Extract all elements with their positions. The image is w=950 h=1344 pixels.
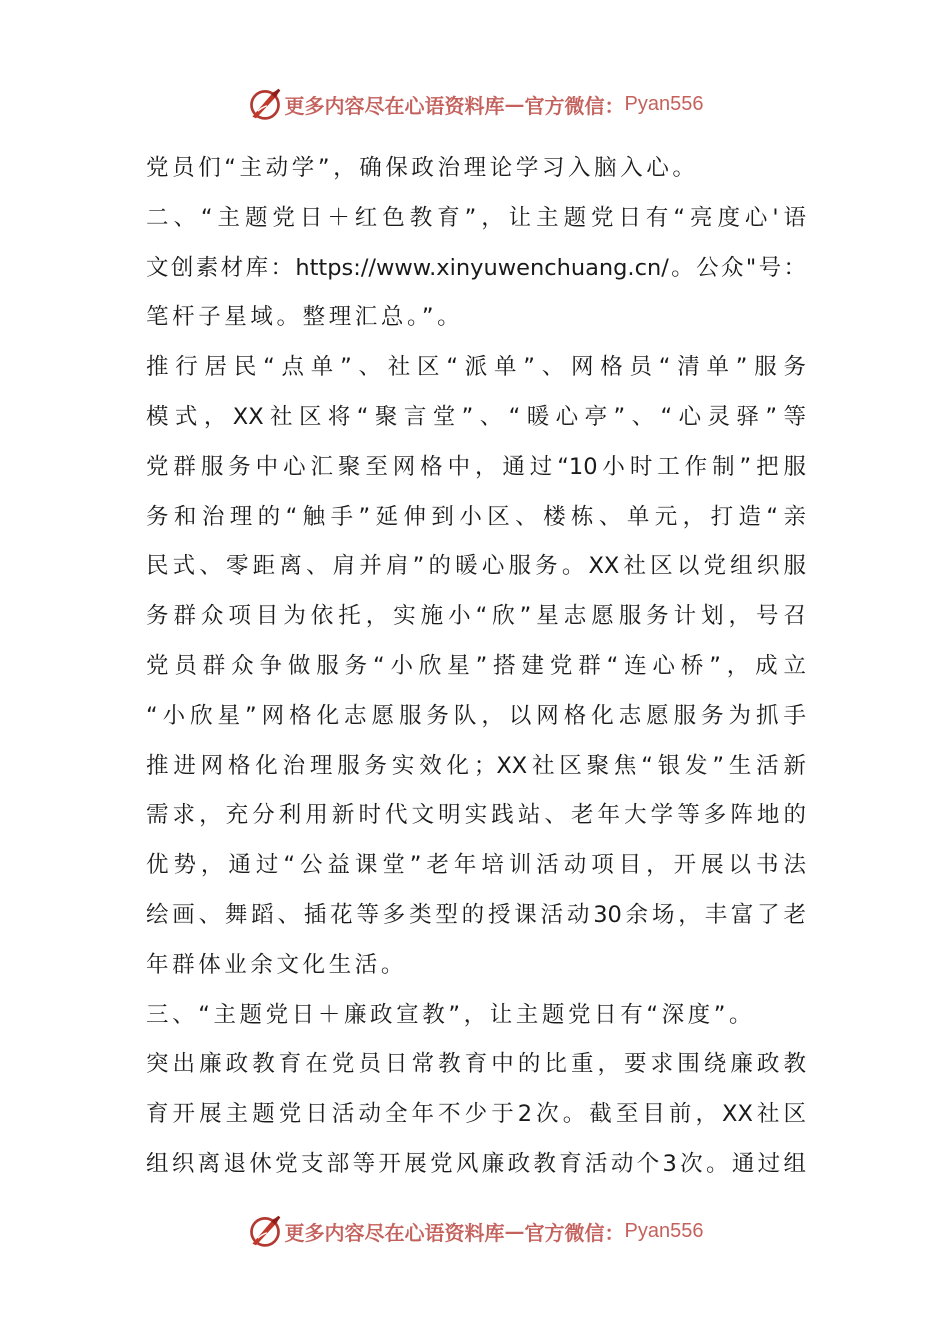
body-text-line: 突出廉政教育在党员日常教育中的比重，要求围绕廉政教 xyxy=(146,1051,806,1078)
body-text-line: 模式，XX社区将“聚言堂”、“暖心亭”、“心灵驿”等 xyxy=(146,403,806,430)
header-banner xyxy=(0,84,950,124)
body-text-line: 党员群众争做服务“小欣星”搭建党群“连心桥”，成立 xyxy=(146,652,806,679)
document-body xyxy=(146,144,806,1190)
body-text-line: “小欣星”网格化志愿服务队，以网格化志愿服务为抓手 xyxy=(146,702,806,729)
body-text-line: 党员们“主动学”，确保政治理论学习入脑入心。 xyxy=(146,155,699,181)
banner-wechat-id: Pyan556 xyxy=(624,1219,704,1242)
body-text-line: 务和治理的“触手”延伸到小区、楼栋、单元，打造“亲 xyxy=(146,503,806,530)
body-text-line: 组织离退休党支部等开展党风廉政教育活动个3次。通过组 xyxy=(146,1150,806,1177)
banner-separator: — xyxy=(504,1219,525,1243)
banner-site-text: 更多内容尽在心语资料库 xyxy=(284,93,505,118)
banner-wechat-id: Pyan556 xyxy=(624,92,704,115)
banner-wechat-label: 官方微信： xyxy=(524,1220,625,1245)
body-text-line: 党群服务中心汇聚至网格中，通过“10小时工作制”把服 xyxy=(146,453,806,480)
body-text-line: 二、“主题党日＋红色教育”，让主题党日有“亮度心'语 xyxy=(146,204,806,231)
body-text-line: 绘画、舞蹈、插花等多类型的授课活动30余场，丰富了老 xyxy=(146,901,806,928)
header-banner-content xyxy=(247,84,704,124)
quill-pen-logo-icon xyxy=(247,1213,283,1249)
body-text-line: 推行居民“点单”、社区“派单”、网格员“清单”服务 xyxy=(146,354,806,381)
banner-wechat-label: 官方微信： xyxy=(524,93,625,118)
body-text-line: 笔杆子星域。整理汇总。”。 xyxy=(146,304,464,331)
body-text-line: 务群众项目为依托，实施小“欣”星志愿服务计划，号召 xyxy=(146,603,806,630)
body-text-line: 需求，充分利用新时代文明实践站、老年大学等多阵地的 xyxy=(146,802,806,829)
body-text-line: 优势，通过“公益课堂”老年培训活动项目，开展以书法 xyxy=(146,852,806,879)
body-text-line: 育开展主题党日活动全年不少于2次。截至目前，XX社区 xyxy=(146,1101,806,1128)
body-text-line: 三、“主题党日＋廉政宣教”，让主题党日有“深度”。 xyxy=(146,1001,756,1028)
body-text-line: 文创素材库：https://www.xinyuwenchuang.cn/。公众"号： xyxy=(146,254,806,281)
banner-site-text: 更多内容尽在心语资料库 xyxy=(284,1220,505,1245)
body-text-line: 推进网格化治理服务实效化；XX社区聚焦“银发”生活新 xyxy=(146,752,806,779)
footer-banner xyxy=(0,1211,950,1251)
quill-pen-logo-icon xyxy=(247,86,283,122)
banner-separator: — xyxy=(504,92,525,116)
body-text-line: 民式、零距离、肩并肩”的暖心服务。XX社区以党组织服 xyxy=(146,553,806,580)
footer-banner-content xyxy=(247,1211,704,1251)
body-text-line: 年群体业余文化生活。 xyxy=(146,951,408,978)
